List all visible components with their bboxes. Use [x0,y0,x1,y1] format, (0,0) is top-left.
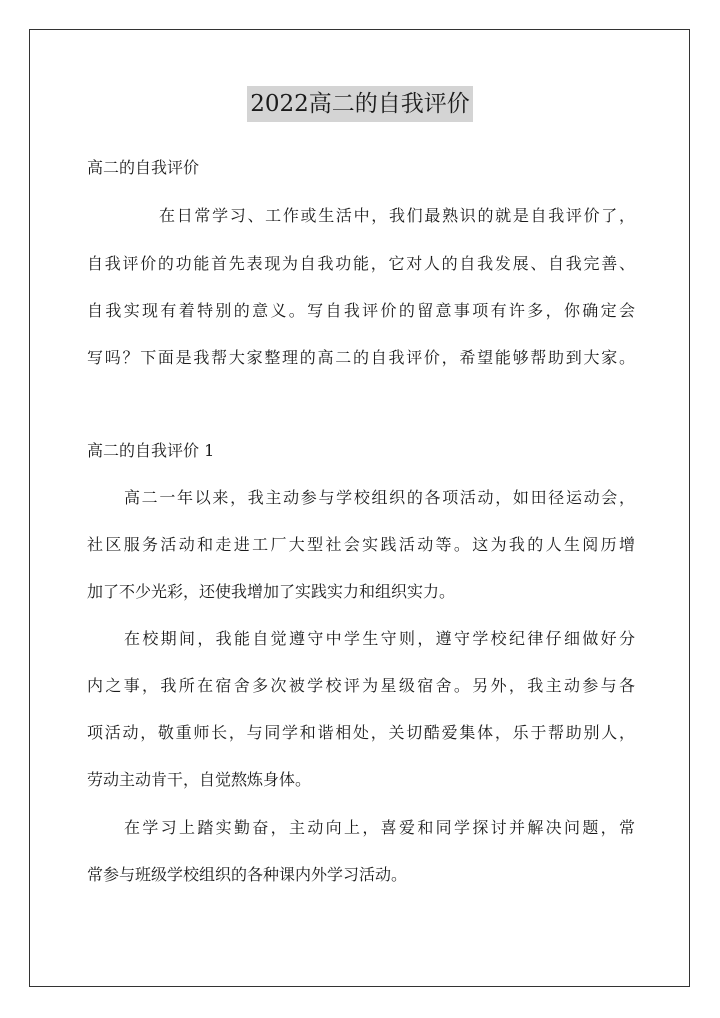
paragraph-line: 在校期间，我能自觉遵守中学生守则，遵守学校纪律仔细做好分 [124,629,635,648]
intro-line: 在日常学习、工作或生活中，我们最熟识的就是自我评价了， [159,206,635,225]
paragraph-line: 内之事，我所在宿舍多次被学校评为星级宿舍。另外，我主动参与各 [87,676,635,695]
intro-line: 自我实现有着特别的意义。写自我评价的留意事项有许多，你确定会 [87,301,635,320]
paragraph-line: 加了不少光彩，还使我增加了实践实力和组织实力。 [87,582,456,601]
intro-line: 写吗？下面是我帮大家整理的高二的自我评价，希望能够帮助到大家。 [87,348,635,367]
intro-heading: 高二的自我评价 [87,158,200,177]
paragraph-line: 项活动，敬重师长，与同学和谐相处，关切酷爱集体，乐于帮助别人， [87,723,635,742]
document-title: 2022高二的自我评价 [247,86,473,122]
title-container [0,86,720,122]
intro-line: 自我评价的功能首先表现为自我功能，它对人的自我发展、自我完善、 [87,254,635,273]
paragraph-line: 在学习上踏实勤奋，主动向上，喜爱和同学探讨并解决问题，常 [124,818,635,837]
paragraph-line: 高二一年以来，我主动参与学校组织的各项活动，如田径运动会， [124,488,635,507]
paragraph-line: 劳动主动肯干，自觉熬炼身体。 [87,770,312,789]
paragraph-line: 常参与班级学校组织的各种课内外学习活动。 [87,865,408,884]
paragraph-line: 社区服务活动和走进工厂大型社会实践活动等。这为我的人生阅历增 [87,535,635,554]
section-heading-1: 高二的自我评价 1 [87,441,215,460]
